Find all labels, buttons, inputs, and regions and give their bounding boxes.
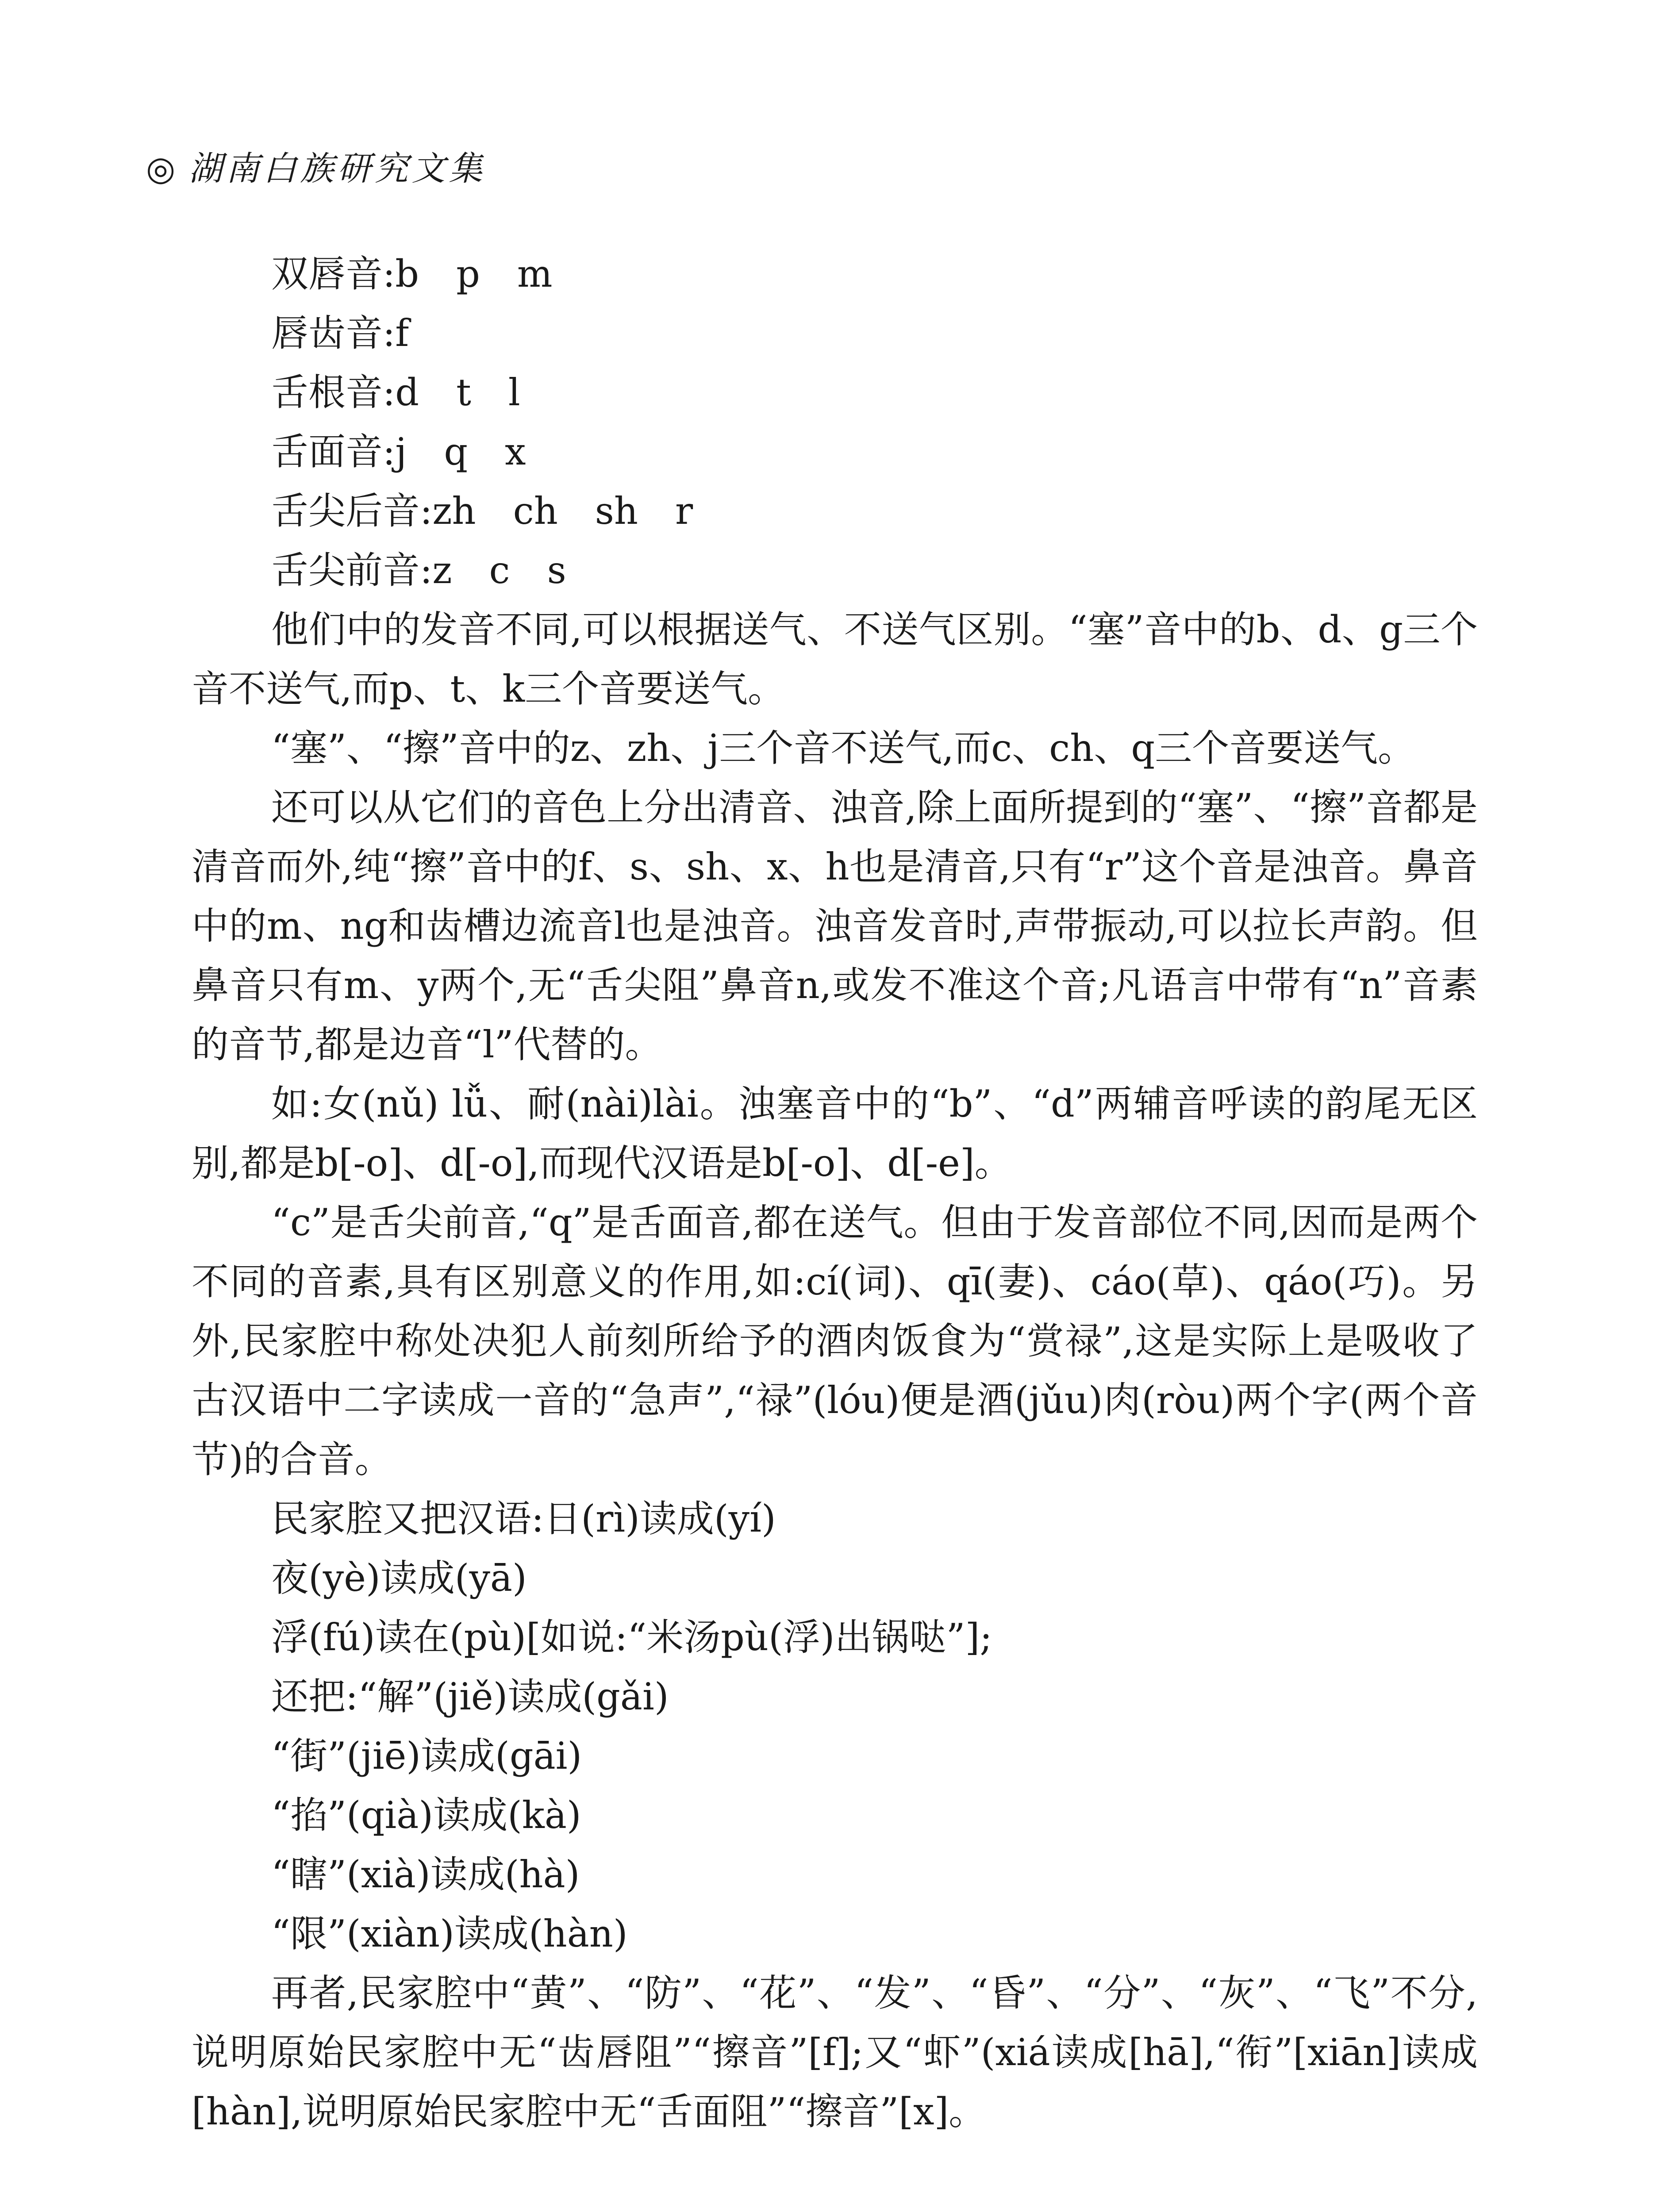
consonant-list-line: 舌尖前音:z c s (271, 549, 566, 592)
running-head (146, 142, 486, 190)
body-paragraph: 他们中的发音不同,可以根据送气、不送气区别。“塞”音中的b、d、g三个音不送气,而p、t、k三个音要送气。 (192, 608, 1478, 710)
consonant-list-line: 舌面音:j q x (271, 430, 526, 473)
closing-paragraph: 再者,民家腔中“黄”、“防”、“花”、“发”、“昏”、“分”、“灰”、“飞”不分,说明原始民家腔中无“齿唇阻”“擦音”[f];又“虾”(xiá读成[hā],“衔”[xiān]读成[hàn],说明原始民家腔中无“舌面阻”“擦音”[x]。 (192, 1971, 1478, 2133)
reading-line: “限”(xiàn)读成(hàn) (271, 1912, 628, 1955)
body-paragraph: “塞”、“擦”音中的z、zh、j三个音不送气,而c、ch、q三个音要送气。 (271, 726, 1415, 770)
consonant-list-line: 双唇音:b p m (271, 252, 553, 296)
body-paragraph: 如:女(nǔ) lǚ、耐(nài)lài。浊塞音中的“b”、“d”两辅音呼读的韵尾无区别,都是b[-o]、d[-o],而现代汉语是b[-o]、d[-e]。 (192, 1082, 1478, 1185)
consonant-list-line: 舌根音:d t l (271, 371, 520, 414)
ornament-icon: ◎ (146, 149, 179, 188)
body-paragraph: “c”是舌尖前音,“q”是舌面音,都在送气。但由于发音部位不同,因而是两个不同的音素,具有区别意义的作用,如:cí(词)、qī(妻)、cáo(草)、qáo(巧)。另外,民家腔中称处决犯人前刻所给予的酒肉饭食为“赏禄”,这是实际上是吸收了古汉语中二字读成一音的“急声”,“禄”(lóu)便是酒(jǔu)肉(ròu)两个字(两个音节)的合音。 (192, 1201, 1478, 1481)
consonant-list-line: 唇齿音:f (271, 311, 409, 355)
reading-line: 还把:“解”(jiě)读成(gǎi) (271, 1675, 669, 1718)
reading-line: “街”(jiē)读成(gāi) (271, 1734, 582, 1778)
reading-line: 夜(yè)读成(yā) (271, 1556, 527, 1600)
page-body (192, 244, 1478, 2141)
reading-line: “掐”(qià)读成(kà) (271, 1793, 581, 1837)
reading-line: “瞎”(xià)读成(hà) (271, 1853, 580, 1896)
consonant-list-line: 舌尖后音:zh ch sh r (271, 489, 693, 533)
reading-line: 浮(fú)读在(pù)[如说:“米汤pù(浮)出锅哒”]; (271, 1616, 992, 1659)
reading-line: 民家腔又把汉语:日(rì)读成(yí) (271, 1497, 776, 1540)
book-title: 湖南白族研究文集 (188, 149, 486, 188)
body-paragraph: 还可以从它们的音色上分出清音、浊音,除上面所提到的“塞”、“擦”音都是清音而外,纯“擦”音中的f、s、sh、x、h也是清音,只有“r”这个音是浊音。鼻音中的m、ng和齿槽边流音l也是浊音。浊音发音时,声带振动,可以拉长声韵。但鼻音只有m、y两个,无“舌尖阻”鼻音n,或发不准这个音;凡语言中带有“n”音素的音节,都是边音“l”代替的。 (192, 786, 1478, 1066)
